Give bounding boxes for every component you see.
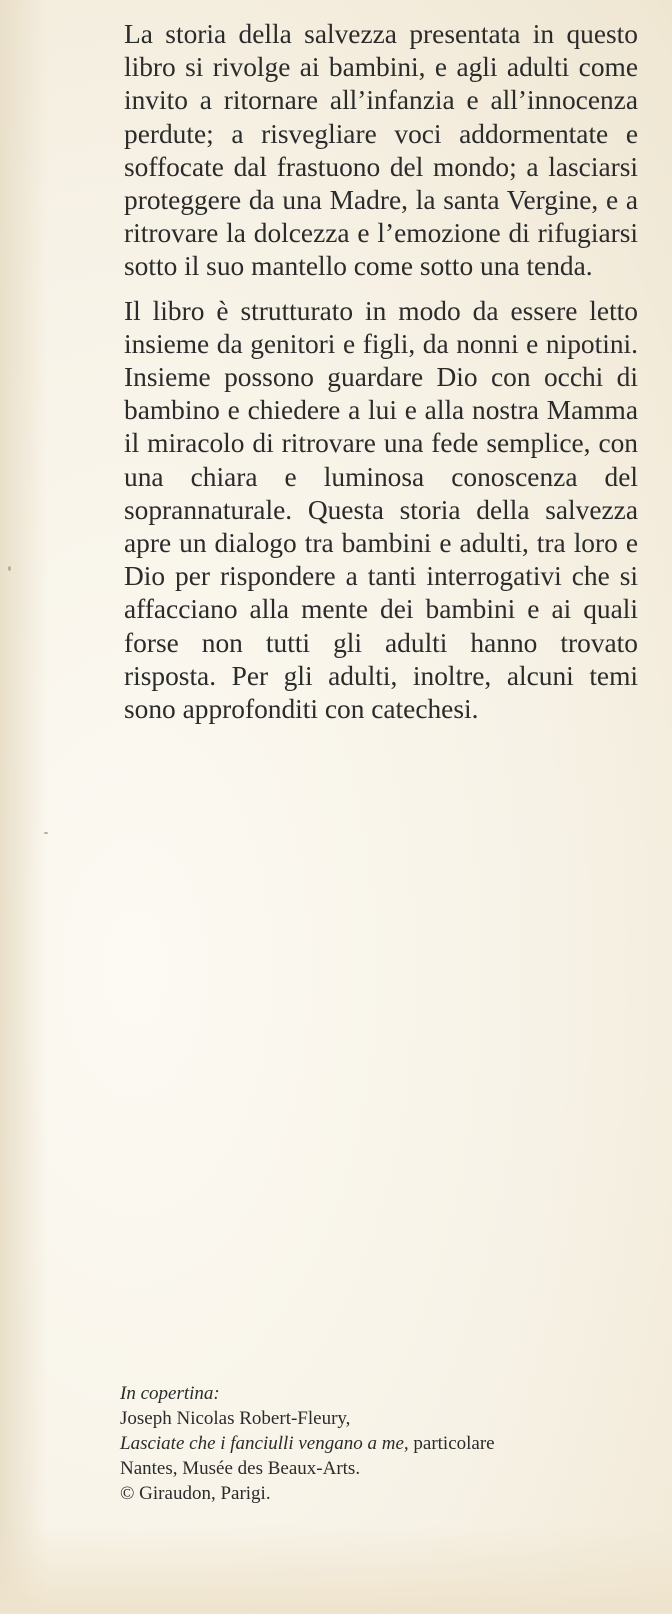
credits-work — [120, 1431, 620, 1456]
paper-speck — [44, 832, 48, 834]
page-bottom-shadow — [0, 1524, 672, 1614]
credits-copyright: © Giraudon, Parigi. — [120, 1483, 271, 1504]
credits-heading: In copertina: — [120, 1383, 220, 1404]
paragraph-structure: Il libro è strutturato in modo da essere letto insieme da genitori e figli, da nonni e nipotini. Insieme possono guardare Dio con occhi di bambino e chiedere a lui e alla nostra Mamma il miracolo di ritrovare una fede semplice, con una chiara e luminosa conoscenza del soprannaturale. Questa storia della salvezza apre un dialogo tra bambini e adulti, tra loro e Dio per rispondere a tanti interrogativi che si affacciano alla mente dei bambini e ai quali forse non tutti gli adulti hanno trovato risposta. Per gli adulti, inoltre, alcuni temi sono approfonditi con catechesi. — [124, 295, 638, 725]
credits-work-title: Lasciate che i fanciulli vengano a me, — [120, 1433, 409, 1454]
page-edge-shadow — [0, 0, 48, 1614]
credits-location: Nantes, Musée des Beaux-Arts. — [120, 1458, 361, 1479]
paragraph-intro: La storia della salvezza presentata in questo libro si rivolge ai bambini, e agli adulti come invito a ritornare all’infanzia e all’innocenza perdute; a risvegliare voci addormentate e soffocate dal frastuono del mondo; a lasciarsi proteggere da una Madre, la santa Vergine, e a ritrovare la dolcezza e l’emozione di rifugiarsi sotto il suo mantello come sotto una tenda. — [124, 19, 638, 282]
back-cover-text — [124, 18, 638, 726]
cover-credits — [120, 1381, 620, 1506]
credits-work-detail: particolare — [408, 1433, 495, 1454]
credits-artist: Joseph Nicolas Robert-Fleury, — [120, 1408, 351, 1429]
paper-speck — [8, 566, 11, 571]
